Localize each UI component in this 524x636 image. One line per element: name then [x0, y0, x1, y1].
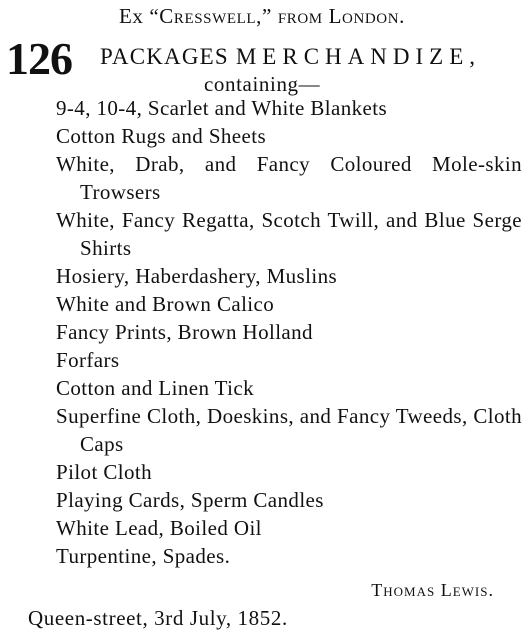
list-item: Cotton Rugs and Sheets [56, 124, 267, 148]
origin-text: from London. [277, 4, 406, 28]
title-merchandize: MERCHANDIZE, [235, 44, 481, 69]
list-item: White and Brown Calico [56, 292, 275, 316]
merchandise-list [56, 94, 522, 570]
list-item: Turpentine, Spades. [56, 544, 231, 568]
header-prefix: Ex [118, 4, 144, 28]
list-item: Playing Cards, Sperm Candles [56, 488, 324, 512]
list-item: Superfine Cloth, Doeskins, and Fancy Tweeds, Cloth Caps [56, 404, 522, 456]
signature: Thomas Lewis. [371, 580, 494, 600]
list-item: Hosiery, Haberdashery, Muslins [56, 264, 338, 288]
merchandize-title [100, 44, 481, 70]
list-item: Forfars [56, 348, 120, 372]
containing-label: containing— [204, 72, 321, 96]
list-item: Pilot Cloth [56, 460, 153, 484]
shipment-header [0, 4, 524, 29]
list-item: Fancy Prints, Brown Holland [56, 320, 313, 344]
list-item: 9-4, 10-4, Scarlet and White Blankets [56, 96, 388, 120]
list-item: White, Drab, and Fancy Coloured Mole-skin Trowsers [56, 152, 522, 204]
list-item: White, Fancy Regatta, Scotch Twill, and Blue Serge Shirts [56, 208, 522, 260]
title-packages: PACKAGES [100, 44, 229, 69]
list-item: White Lead, Boiled Oil [56, 516, 262, 540]
list-item: Cotton and Linen Tick [56, 376, 254, 400]
address-dateline: Queen-street, 3rd July, 1852. [28, 606, 288, 630]
package-count: 126 [6, 33, 72, 84]
ship-name: “Cresswell,” [149, 4, 272, 28]
